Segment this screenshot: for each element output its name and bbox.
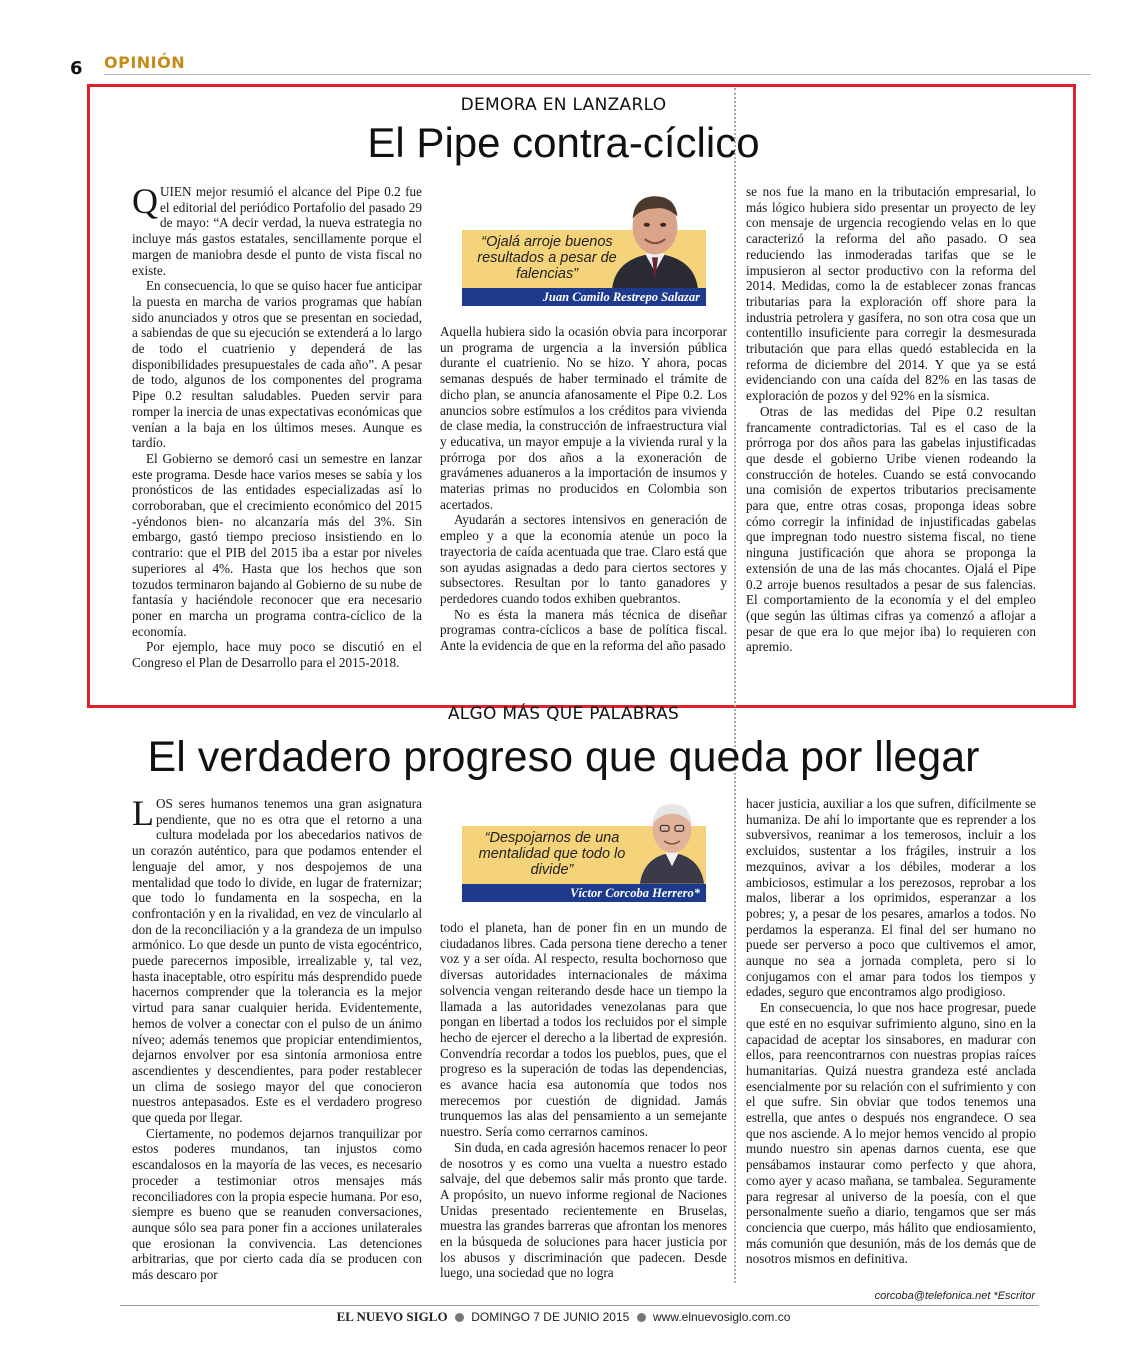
article1-col3-paragraph-2: Otras de las medidas del Pipe 0.2 resultan francamente contradictorias. Tal es el caso de la prórroga por dos años para las gabelas injustificadas que desde el gobierno Uribe vienen rodeando la construcción de hoteles. Cuando se está convocando una comisión de expertos tributarios precisamente para que, entre otras cosas, proponga ideas sobre cómo corregir la infinidad de injustificadas gabelas que impregnan todo nuestro sistema fiscal, no tiene ninguna justificación que ahora se proponga la extensión de una de las más chocantes. Ojalá el Pipe 0.2 arroje buenos resultados a pesar de sus falencias. El comportamiento de la economía y el del empleo (que según las últimas cifras ya comenzó a aflojar a pesar de que era lo que mejor iba) lo requieren con apremio.: [746, 403, 1036, 655]
article2-column-3: [746, 796, 1036, 1288]
article2-pullquote-box: [462, 826, 706, 902]
article2-kicker: ALGO MÁS QUE PALABRAS: [447, 704, 680, 724]
page-fold-line: [734, 88, 736, 1283]
article2-col1-paragraph-1: OS seres humanos tenemos una gran asignatura pendiente, que no es otra que el retorno a una cultura modelada por los abecedarios nativos de un corazón auténtico, para que podamos entender el lenguaje del amor, y nos despojemos de una mentalidad que todo lo divide, en lugar de fraternizar; que todo lo fundamenta en la sospecha, en la confrontación y en la rivalidad, en vez de vincularlo al don de la reconciliación y a la grandeza de un impulso armónico. Lo que desde un punto de vista egocéntrico, puede parecernos imposible, irrealizable y, tal vez, hasta inaceptable, otro espíritu más desprendido puede hacernos comprender que la tolerancia es la mejor virtud para sanar cualquier herida. Evidentemente, hemos de volver a conectar con el pulso de un ánimo níveo; además tenemos que propiciar entendimientos, dejarnos envolver por esa sintonía armoniosa entre ascendientes y descendientes, para poder restablecer un clima de sosiego mayor del que conocieron nuestros antepasados. Este es el verdadero progreso que queda por llegar.: [132, 796, 422, 1126]
article1-col1-paragraph-3: El Gobierno se demoró casi un semestre en lanzar este programa. Desde hace varios meses se sabía y los pronósticos de las entidades especializadas así lo corroboraban, que el crecimiento económico del 2015 -yéndonos bien- no alcanzaría más del 3%. Sin embargo, gastó tiempo precioso insistiendo en lo contrario: que el PIB del 2015 iba a estar por niveles superiores al 4%. Hasta que los hechos que son tozudos terminaron bajando al Gobierno de su nube de fantasía y haciéndole reconocer que era necesario poner en marcha un programa contra-cíclico de la economía.: [132, 450, 422, 639]
article1-pullquote: “Ojalá arroje buenos resultados a pesar de falencias”: [477, 234, 617, 282]
article1-col1-paragraph-1: UIEN mejor resumió el alcance del Pipe 0.2 fue el editorial del periódico Portafolio del pasado 29 de mayo: “A decir verdad, la nueva estrategia no incluye más gastos estatales, sencillamente porque el margen de maniobra desde el punto de vista fiscal no existe.: [132, 184, 422, 278]
article1-column-3: [746, 184, 1036, 676]
header-rule: [104, 74, 1091, 75]
article1-dropcap: Q: [132, 184, 158, 221]
article1-col1-paragraph-4: Por ejemplo, hace muy poco se discutió en el Congreso el Plan de Desarrollo para el 2015-2018.: [132, 639, 422, 671]
article1-column-1: [132, 184, 422, 676]
article1-col3-paragraph-1: se nos fue la mano en la tributación empresarial, lo más lógico hubiera sido presentar un proyecto de ley con mensaje de urgencia recogiendo velas en lo que caracterizó la reforma del año pasado. O sea reduciendo las inmoderadas tarifas que se le impusieron al sector productivo con la reforma del 2014. Medidas, como la de establecer zonas francas tributarias para la exploración off shore para la industria petrolera y gasífera, no son otra cosa que un contentillo insuficiente para corregir la desmesurada tributación que para ellas quedó establecida en la reforma de diciembre del 2014. Y que ya se está evidenciando con una caída del 82% en las tasas de exploración de pozos y del 92% en la sísmica.: [746, 184, 1036, 404]
article2-col2-paragraph-2: Sin duda, en cada agresión hacemos renacer lo peor de nosotros y es como una vuelta a nuestro estado salvaje, del que debemos salir más pronto que tarde. A propósito, un nuevo informe regional de Naciones Unidas presentado recientemente en Bruselas, muestra las grandes barreras que afrontan los menores en la búsqueda de soluciones para hacer justicia por los abusos y discriminación que padecen. Desde luego, una sociedad que no logra: [440, 1139, 727, 1281]
article1-author-bar: Juan Camilo Restrepo Salazar: [462, 288, 706, 306]
newspaper-name: EL NUEVO SIGLO: [336, 1309, 448, 1324]
author-photo-corcoba-icon: [638, 796, 706, 884]
author-credit: corcoba@telefonica.net *Escritor: [874, 1290, 1035, 1302]
article1-kicker: DEMORA EN LANZARLO: [460, 95, 667, 115]
article2-col3-paragraph-2: En consecuencia, lo que nos hace progresar, puede que esté en no esquivar sufrimiento alguno, sino en la capacidad de aceptar los sinsabores, en madurar con ellos, para reencontrarnos con nuestras propias raíces humanitarias. Quizá nuestra grandeza esté anclada esencialmente por su relación con el sufrimiento y con el que sufre. Sin obviar que todos tenemos una estrella, que antes o después nos engrandece. O sea que nos asciende. A lo mejor hemos vencido al propio mundo nuestro sin apenas darnos cuenta, ese que pensábamos instaurar como perfecto y que ahora, como ayer y acaso mañana, se tambalea. Seguramente para regresar al universo de la poesía, con el que personalmente sueño a diario, tengamos que ser más conciencia que cuerpo, más hálito que endiosamiento, más comunión que desunión, más de los demás que de nosotros mismos en definitiva.: [746, 1000, 1036, 1267]
article2-author-bar: Víctor Corcoba Herrero*: [462, 884, 706, 902]
article1-headline: El Pipe contra-cíclico: [367, 119, 760, 166]
page-header: [64, 50, 1091, 78]
article2-headline: El verdadero progreso que queda por llegar: [147, 733, 980, 781]
article2-col2-paragraph-1: todo el planeta, han de poner fin en un mundo de ciudadanos libres. Cada persona tiene derecho a tener voz y a ser oída. Al respecto, resulta bochornoso que diversas autoridades internacionales de máxima solvencia vengan reiterando desde hace un tiempo la llamada a las autoridades venezolanas para que pongan en libertad a todos los recluidos por el simple hecho de ejercer el derecho a la libertad de expresión. Convendría recordar a todos los pueblos, pues, que el progreso es la superación de todas las dependencias, es avance hacia esa autonomía que todos nos merecemos por cuestión de dignidad. Jamás trunquemos las alas del pensamiento a un semejante nuestro. Sería como cerrarnos caminos.: [440, 920, 727, 1140]
article2-dropcap: L: [132, 796, 154, 833]
author-photo-restrepo-icon: [604, 186, 706, 288]
article2-col1-paragraph-2: Ciertamente, no podemos dejarnos tranquilizar por estos poderes mundanos, tan injustos como escandalosos en la mayoría de las veces, es necesario proceder a testimoniar otros mensajes más reconciliadores con la propia especie humana. Por eso, siempre es bueno que se reanuden conversaciones, aunque sólo sea para poner fin a acciones unilaterales que erosionan la convivencia. Las detenciones arbitrarias, que por cierto cada día se producen con más descaro por: [132, 1125, 422, 1283]
article1-col2-paragraph-2: Ayudarán a sectores intensivos en generación de empleo y a que la economía atenúe un poco la trayectoria de caída acentuada que trae. Claro está que son ayudas asignadas a dedo para ciertos sectores y subsectores. Resultan por lo tanto ganadores y perdedores cuando todos exhiben quebrantos.: [440, 512, 727, 606]
article1-col2-paragraph-3: No es ésta la manera más técnica de diseñar programas contra-cíclicos a base de política fiscal. Ante la evidencia de que en la reforma del año pasado: [440, 606, 727, 654]
page-number: 6: [70, 58, 83, 79]
article2-column-1: [132, 796, 422, 1288]
article2-pullquote: “Despojarnos de una mentalidad que todo lo divide”: [478, 830, 626, 878]
article2-col3-paragraph-1: hacer justicia, auxiliar a los que sufren, difícilmente se humaniza. De ahí lo importante que es reprender a los subversivos, reanimar a los temerosos, incluir a los excluidos, sustentar a los frágiles, instruir a los mezquinos, avivar a los débiles, moderar a los ambiciosos, estimular a los perezosos, reprobar a los malos, liberar a los oprimidos, esperanzar a los pobres; y, a pesar de los pesares, amarlos a todos. No perdamos la esperanza. El final del ser humano no puede ser perverso a poco que cultivemos el amor, aunque no sea a jornada completa, pero si lo conjugamos con el amar para todos los tiempos y edades, seguro que encontramos algo prodigioso.: [746, 796, 1036, 1000]
article1-column-2: [440, 324, 727, 676]
footer-dot-icon: [455, 1313, 464, 1322]
footer-rule: [120, 1305, 1039, 1306]
page-footer: [0, 1309, 1127, 1325]
article1-pullquote-box: [462, 230, 706, 308]
article1-col1-paragraph-2: En consecuencia, lo que se quiso hacer fue anticipar la puesta en marcha de varios programas que habían sido anunciados y otros que se presentan en sociedad, a sabiendas de que su ejecución se extenderá a lo largo de todo el cuatrienio y dependerá de las disponibilidades presupuestales de cada año”. A pesar de todo, algunos de los componentes del programa Pipe 0.2 resultan saludables. Pueden servir para romper la inercia de unas expectativas económicas que venían a la baja en los últimos meses. Aunque es tardío.: [132, 278, 422, 451]
section-name: OPINIÓN: [104, 53, 186, 72]
footer-website[interactable]: www.elnuevosiglo.com.co: [653, 1310, 791, 1324]
footer-dot-icon: [637, 1313, 646, 1322]
footer-date: DOMINGO 7 DE JUNIO 2015: [471, 1310, 630, 1324]
article2-column-2: [440, 920, 727, 1288]
article1-col2-paragraph-1: Aquella hubiera sido la ocasión obvia para incorporar un programa de urgencia a la inversión pública durante el cuatrienio. No se hizo. Y ahora, pocas semanas después de haber terminado el trámite de dicho plan, se anuncia afanosamente el Pipe 0.2. Los anuncios sobre estímulos a los créditos para vivienda de clase media, la construcción de infraestructura vial y educativa, un mayor empuje a la vivienda rural y la prórroga por dos años a la exoneración de gravámenes aduaneros a la importación de insumos y materias primas no producidos en Colombia son acertados.: [440, 324, 727, 512]
